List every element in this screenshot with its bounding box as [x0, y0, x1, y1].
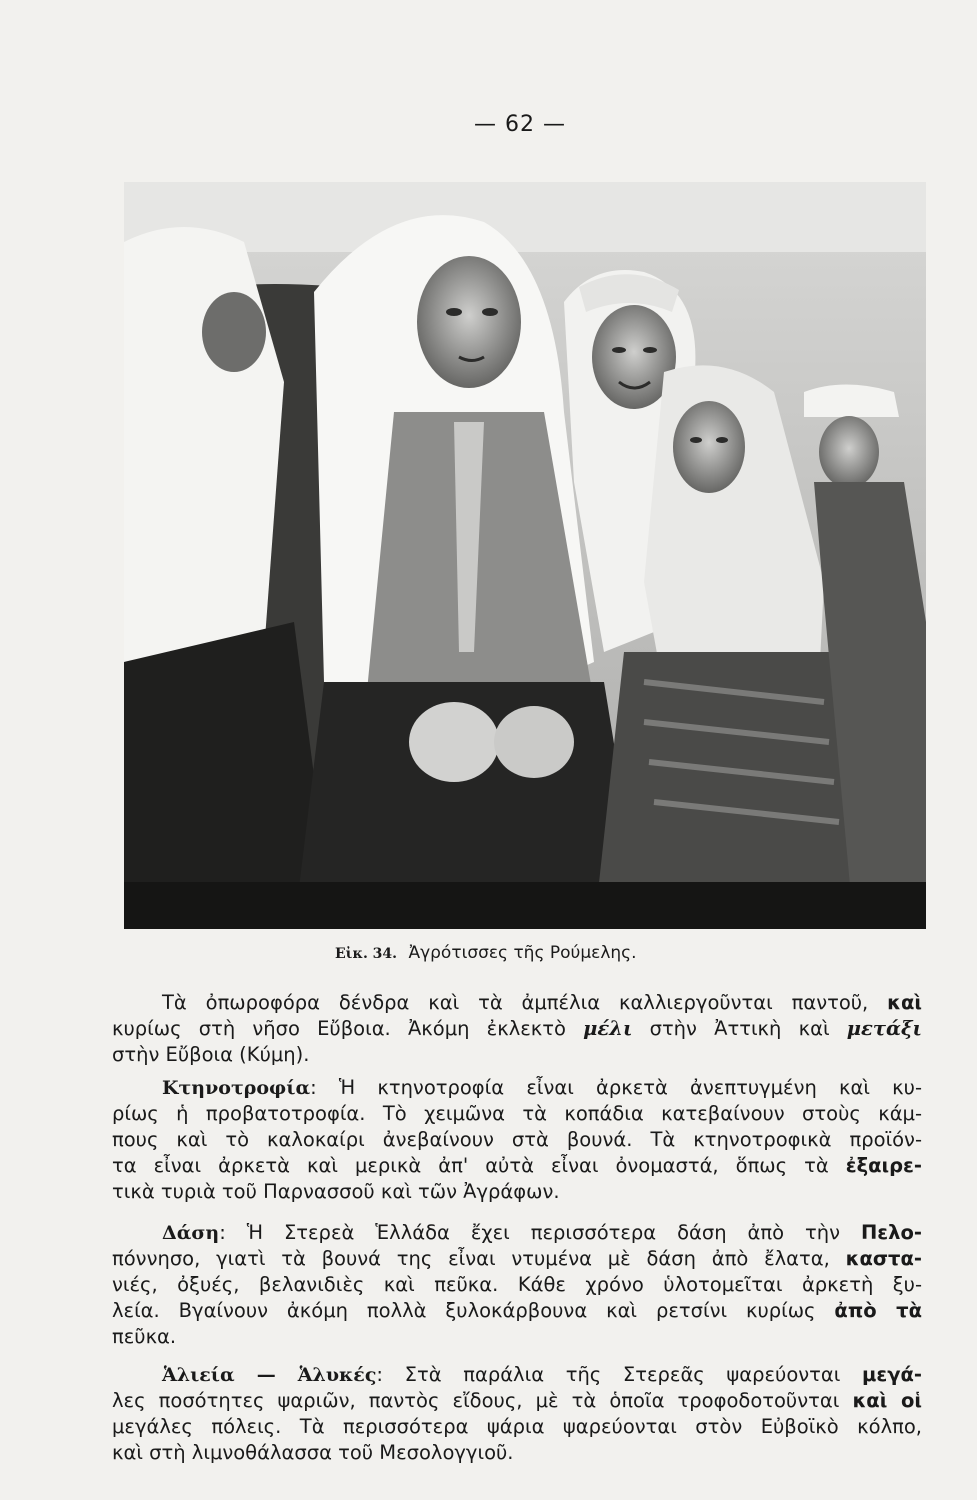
fishing-line-1-bold: μεγά- — [862, 1363, 922, 1386]
fishing-line-1a: : Στὰ παράλια τῆς Στερεᾶς ψαρεύονται — [376, 1363, 863, 1386]
paragraph-fruit-trees — [112, 990, 922, 1068]
forest-line-1a: : Ἡ Στερεὰ Ἑλλάδα ἔχει περισσότερα δάση ἀπὸ τὴν — [219, 1221, 861, 1244]
forest-heading: Δάση — [162, 1222, 220, 1244]
forest-line-2a: πόννησο, γιατὶ τὰ βουνά της εἶναι ντυμένα μὲ δάση ἀπὸ ἔλατα, — [112, 1247, 846, 1270]
livestock-line-4a: τα εἶναι ἀρκετὰ καὶ μερικὰ ἀπ' αὐτὰ εἶναι ὀνομαστά, ὅπως τὰ — [112, 1154, 846, 1177]
fruit-line-2b: στὴν Ἀττικὴ καὶ — [632, 1017, 847, 1040]
photo-illustration — [124, 182, 926, 929]
photograph-peasant-women — [124, 182, 926, 929]
fishing-heading: Ἁλιεία — Ἁλυκές — [162, 1364, 377, 1386]
figure-caption-text: Ἀγρότισσες τῆς Ρούμελης. — [408, 943, 637, 963]
fruit-line-1: Τὰ ὀπωροφόρα δένδρα καὶ τὰ ἀμπέλια καλλιεργοῦνται παντοῦ, — [162, 991, 888, 1014]
forest-line-4-bold: ἀπὸ τὰ — [834, 1299, 922, 1322]
figure-caption — [335, 943, 637, 963]
page-number: — 62 — — [474, 112, 566, 137]
paragraph-fishing — [112, 1362, 922, 1466]
livestock-line-2: ρίως ἡ προβατοτροφία. Τὸ χειμῶνα τὰ κοπάδια κατεβαίνουν στοὺς κάμ- — [112, 1102, 922, 1125]
fruit-line-3: στὴν Εὔβοια (Κύμη). — [112, 1043, 310, 1066]
fruit-line-2a: κυρίως στὴ νῆσο Εὔβοια. Ἀκόμη ἐκλεκτὸ — [112, 1017, 584, 1040]
forest-line-4a: λεία. Βγαίνουν ἀκόμη πολλὰ ξυλοκάρβουνα καὶ ρετσίνι κυρίως — [112, 1299, 835, 1322]
fishing-line-4: καὶ στὴ λιμνοθάλασσα τοῦ Μεσολογγιοῦ. — [112, 1441, 514, 1464]
paragraph-livestock — [112, 1075, 922, 1205]
livestock-line-4-bold: ἐξαιρε- — [845, 1154, 922, 1177]
forest-line-1-bold: Πελο- — [860, 1221, 922, 1244]
livestock-line-1: : Ἡ κτηνοτροφία εἶναι ἀρκετὰ ἀνεπτυγμένη καὶ κυ- — [310, 1076, 922, 1099]
fishing-line-3: μεγάλες πόλεις. Τὰ περισσότερα ψάρια ψαρεύονται στὸν Εὐβοϊκὸ κόλπο, — [112, 1415, 922, 1438]
fishing-line-2a: λες ποσότητες ψαριῶν, παντὸς εἴδους, μὲ τὰ ὁποῖα τροφοδοτοῦνται — [112, 1389, 853, 1412]
livestock-heading: Κτηνοτροφία — [162, 1077, 311, 1099]
fishing-line-2-bold: καὶ οἱ — [852, 1389, 922, 1412]
forest-line-5: πεῦκα. — [112, 1325, 177, 1348]
fruit-honey-term: μέλι — [583, 1017, 633, 1040]
fruit-line-1-bold: καὶ — [887, 991, 922, 1014]
fruit-silk-term: μετάξι — [846, 1017, 922, 1040]
forest-line-2-bold: καστα- — [845, 1247, 922, 1270]
forest-line-3: νιές, ὀξυές, βελανιδιὲς καὶ πεῦκα. Κάθε χρόνο ὑλοτομεῖται ἀρκετὴ ξυ- — [112, 1273, 922, 1296]
livestock-line-3: πους καὶ τὸ καλοκαίρι ἀνεβαίνουν στὰ βουνά. Τὰ κτηνοτροφικὰ προϊόν- — [112, 1128, 922, 1151]
paragraph-forests — [112, 1220, 922, 1350]
livestock-line-5: τικὰ τυριὰ τοῦ Παρνασσοῦ καὶ τῶν Ἀγράφων. — [112, 1180, 560, 1203]
figure-label: Εἰκ. 34. — [335, 946, 398, 962]
